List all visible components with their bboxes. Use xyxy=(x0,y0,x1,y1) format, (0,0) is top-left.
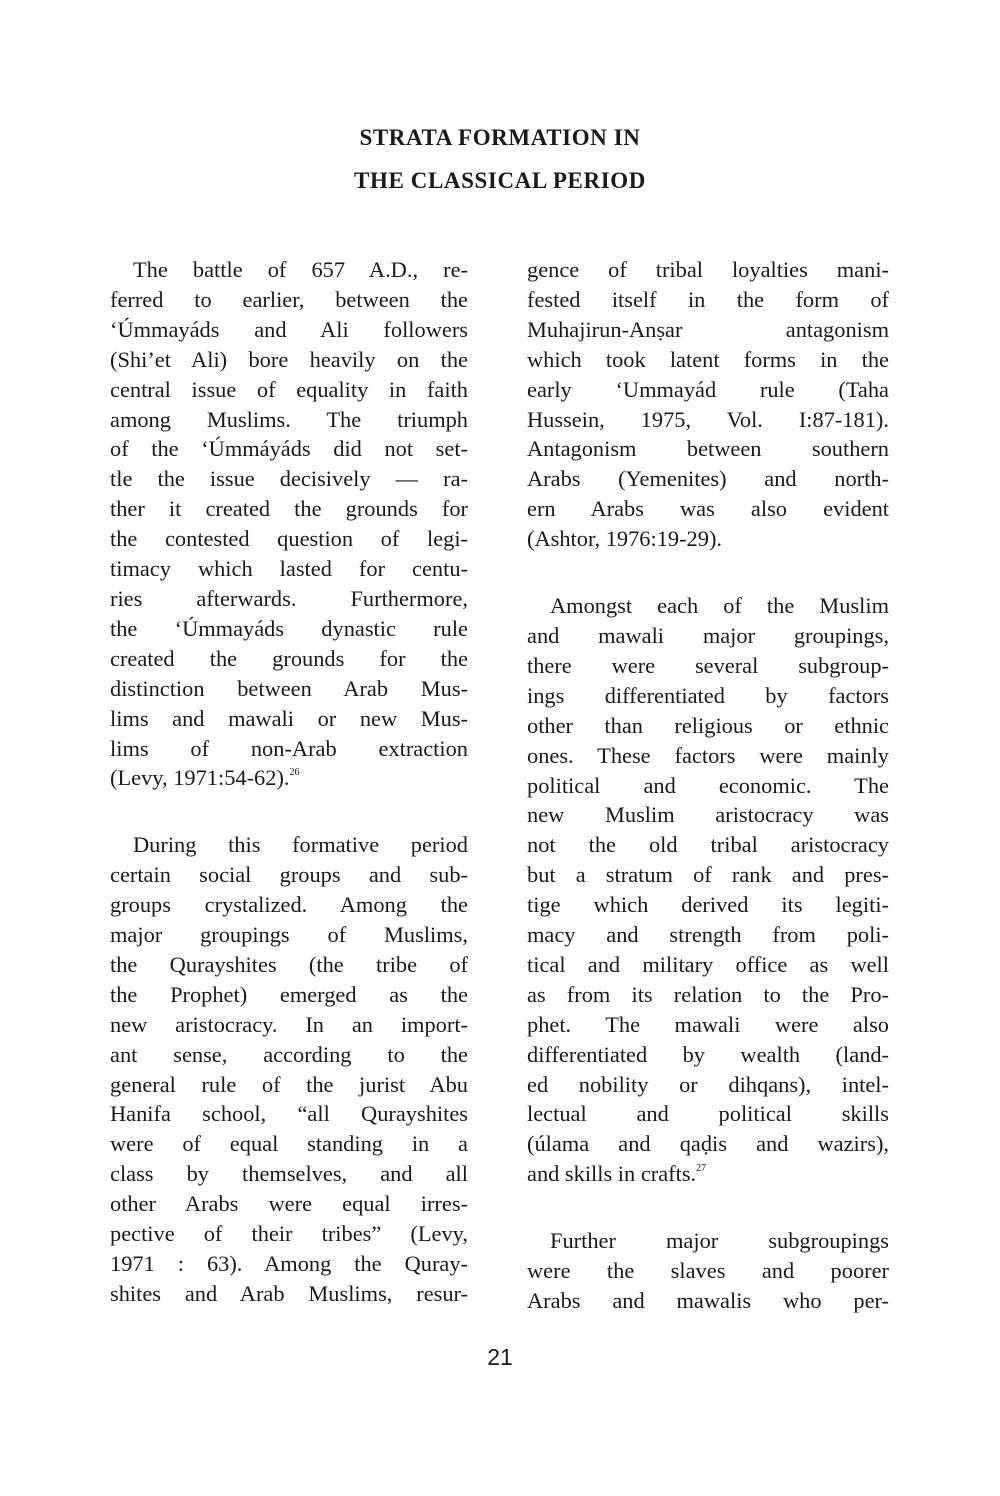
text-line: (úlama and qaḍis and wazirs), xyxy=(527,1131,889,1157)
text-line: distinction between Arab Mus- xyxy=(110,675,468,701)
text-line: fested itself in the form of xyxy=(527,286,889,312)
text-line: the Prophet) emerged as the xyxy=(110,981,468,1007)
text-line: tle the issue decisively — ra- xyxy=(110,466,468,492)
text-line: major groupings of Muslims, xyxy=(110,922,468,948)
text-line: ones. These factors were mainly xyxy=(527,742,889,768)
text-line: ries afterwards. Furthermore, xyxy=(110,585,468,611)
text-line: new aristocracy. In an import- xyxy=(110,1011,468,1037)
text-line: 1971 : 63). Among the Quray- xyxy=(110,1251,468,1276)
text-line xyxy=(527,1159,889,1189)
text-line: Antagonism between southern xyxy=(527,436,889,462)
chapter-title-line-1: STRATA FORMATION IN xyxy=(359,125,641,150)
page-number: 21 xyxy=(487,1344,513,1370)
text-line: other than religious or ethnic xyxy=(527,712,889,738)
text-line: ed nobility or dihqans), intel- xyxy=(527,1071,889,1097)
text-line: new Muslim aristocracy was xyxy=(527,802,889,828)
text-line: pective of their tribes” (Levy, xyxy=(110,1221,468,1247)
text-line xyxy=(110,763,468,793)
text-line: ings differentiated by factors xyxy=(527,682,889,708)
text-line: (Shi’et Ali) bore heavily on the xyxy=(110,346,468,372)
text-line: Muhajirun-Anṣar antagonism xyxy=(527,316,889,342)
footnote-reference-27: 27 xyxy=(696,1163,707,1175)
text-line: tige which derived its legiti- xyxy=(527,892,889,918)
paragraph-battle-of-657 xyxy=(110,255,468,793)
text-line: other Arabs were equal irres- xyxy=(110,1191,468,1217)
text-line: Hussein, 1975, Vol. I:87-181). xyxy=(527,406,889,432)
text-line: Further major subgroupings xyxy=(550,1228,889,1254)
text-line: Arabs and mawalis who per- xyxy=(527,1288,889,1313)
text-line: ern Arabs was also evident xyxy=(527,496,889,522)
text-line: ‘Úmmayáds and Ali followers xyxy=(110,316,468,342)
text-line-content: (Levy, 1971:54-62). xyxy=(110,765,290,791)
text-line: Hanifa school, “all Qurayshites xyxy=(110,1101,468,1127)
text-line: (Ashtor, 1976:19-29). xyxy=(527,526,722,552)
text-line: as from its relation to the Pro- xyxy=(527,981,889,1007)
text-line-content: and skills in crafts. xyxy=(527,1161,697,1187)
paragraph-subgroupings xyxy=(527,591,889,1189)
text-line: general rule of the jurist Abu xyxy=(110,1071,468,1097)
text-line: but a stratum of rank and pres- xyxy=(527,862,889,888)
text-line: gence of tribal loyalties mani- xyxy=(527,257,889,282)
text-line: ther it created the grounds for xyxy=(110,496,468,522)
text-line: the Qurayshites (the tribe of xyxy=(110,951,468,977)
text-line: the contested question of legi- xyxy=(110,526,468,552)
text-line: lims of non-Arab extraction xyxy=(110,735,468,761)
chapter-title xyxy=(0,116,1000,202)
text-line: Amongst each of the Muslim xyxy=(550,593,889,619)
text-line: shites and Arab Muslims, resur- xyxy=(110,1280,468,1306)
text-line: macy and strength from poli- xyxy=(527,922,889,948)
text-line: Arabs (Yemenites) and north- xyxy=(527,466,889,492)
text-line: groups crystalized. Among the xyxy=(110,892,468,918)
left-column xyxy=(110,255,468,1346)
text-line: the ‘Úmmayáds dynastic rule xyxy=(110,615,468,641)
paragraph-formative-period xyxy=(110,830,468,1309)
paragraph-slaves-and-poorer-arabs xyxy=(527,1226,889,1316)
footnote-reference-26: 26 xyxy=(289,767,300,779)
text-line: among Muslims. The triumph xyxy=(110,406,468,432)
text-line: differentiated by wealth (land- xyxy=(527,1041,889,1067)
text-line: early ‘Ummayád rule (Taha xyxy=(527,376,889,402)
text-line: certain social groups and sub- xyxy=(110,862,468,888)
text-line: not the old tribal aristocracy xyxy=(527,832,889,858)
text-line: created the grounds for the xyxy=(110,645,468,671)
paragraph-tribal-loyalties xyxy=(527,255,889,554)
text-line: class by themselves, and all xyxy=(110,1161,468,1187)
text-line: political and economic. The xyxy=(527,772,889,798)
text-line: there were several subgroup- xyxy=(527,652,889,678)
text-line: timacy which lasted for centu- xyxy=(110,556,468,582)
text-line: and mawali major groupings, xyxy=(527,622,889,648)
text-line: The battle of 657 A.D., re- xyxy=(133,257,468,282)
text-line: During this formative period xyxy=(133,832,468,858)
right-column xyxy=(527,255,889,1353)
text-line: ferred to earlier, between the xyxy=(110,286,468,312)
text-line: phet. The mawali were also xyxy=(527,1011,889,1037)
chapter-title-line-2: THE CLASSICAL PERIOD xyxy=(354,168,646,193)
text-line: tical and military office as well xyxy=(527,951,889,977)
text-line: which took latent forms in the xyxy=(527,346,889,372)
text-line: central issue of equality in faith xyxy=(110,376,468,402)
text-line: lectual and political skills xyxy=(527,1101,889,1127)
text-line: were of equal standing in a xyxy=(110,1131,468,1157)
text-line: lims and mawali or new Mus- xyxy=(110,705,468,731)
text-line: ant sense, according to the xyxy=(110,1041,468,1067)
text-line: of the ‘Úmmáyáds did not set- xyxy=(110,436,468,462)
text-line: were the slaves and poorer xyxy=(527,1258,889,1284)
